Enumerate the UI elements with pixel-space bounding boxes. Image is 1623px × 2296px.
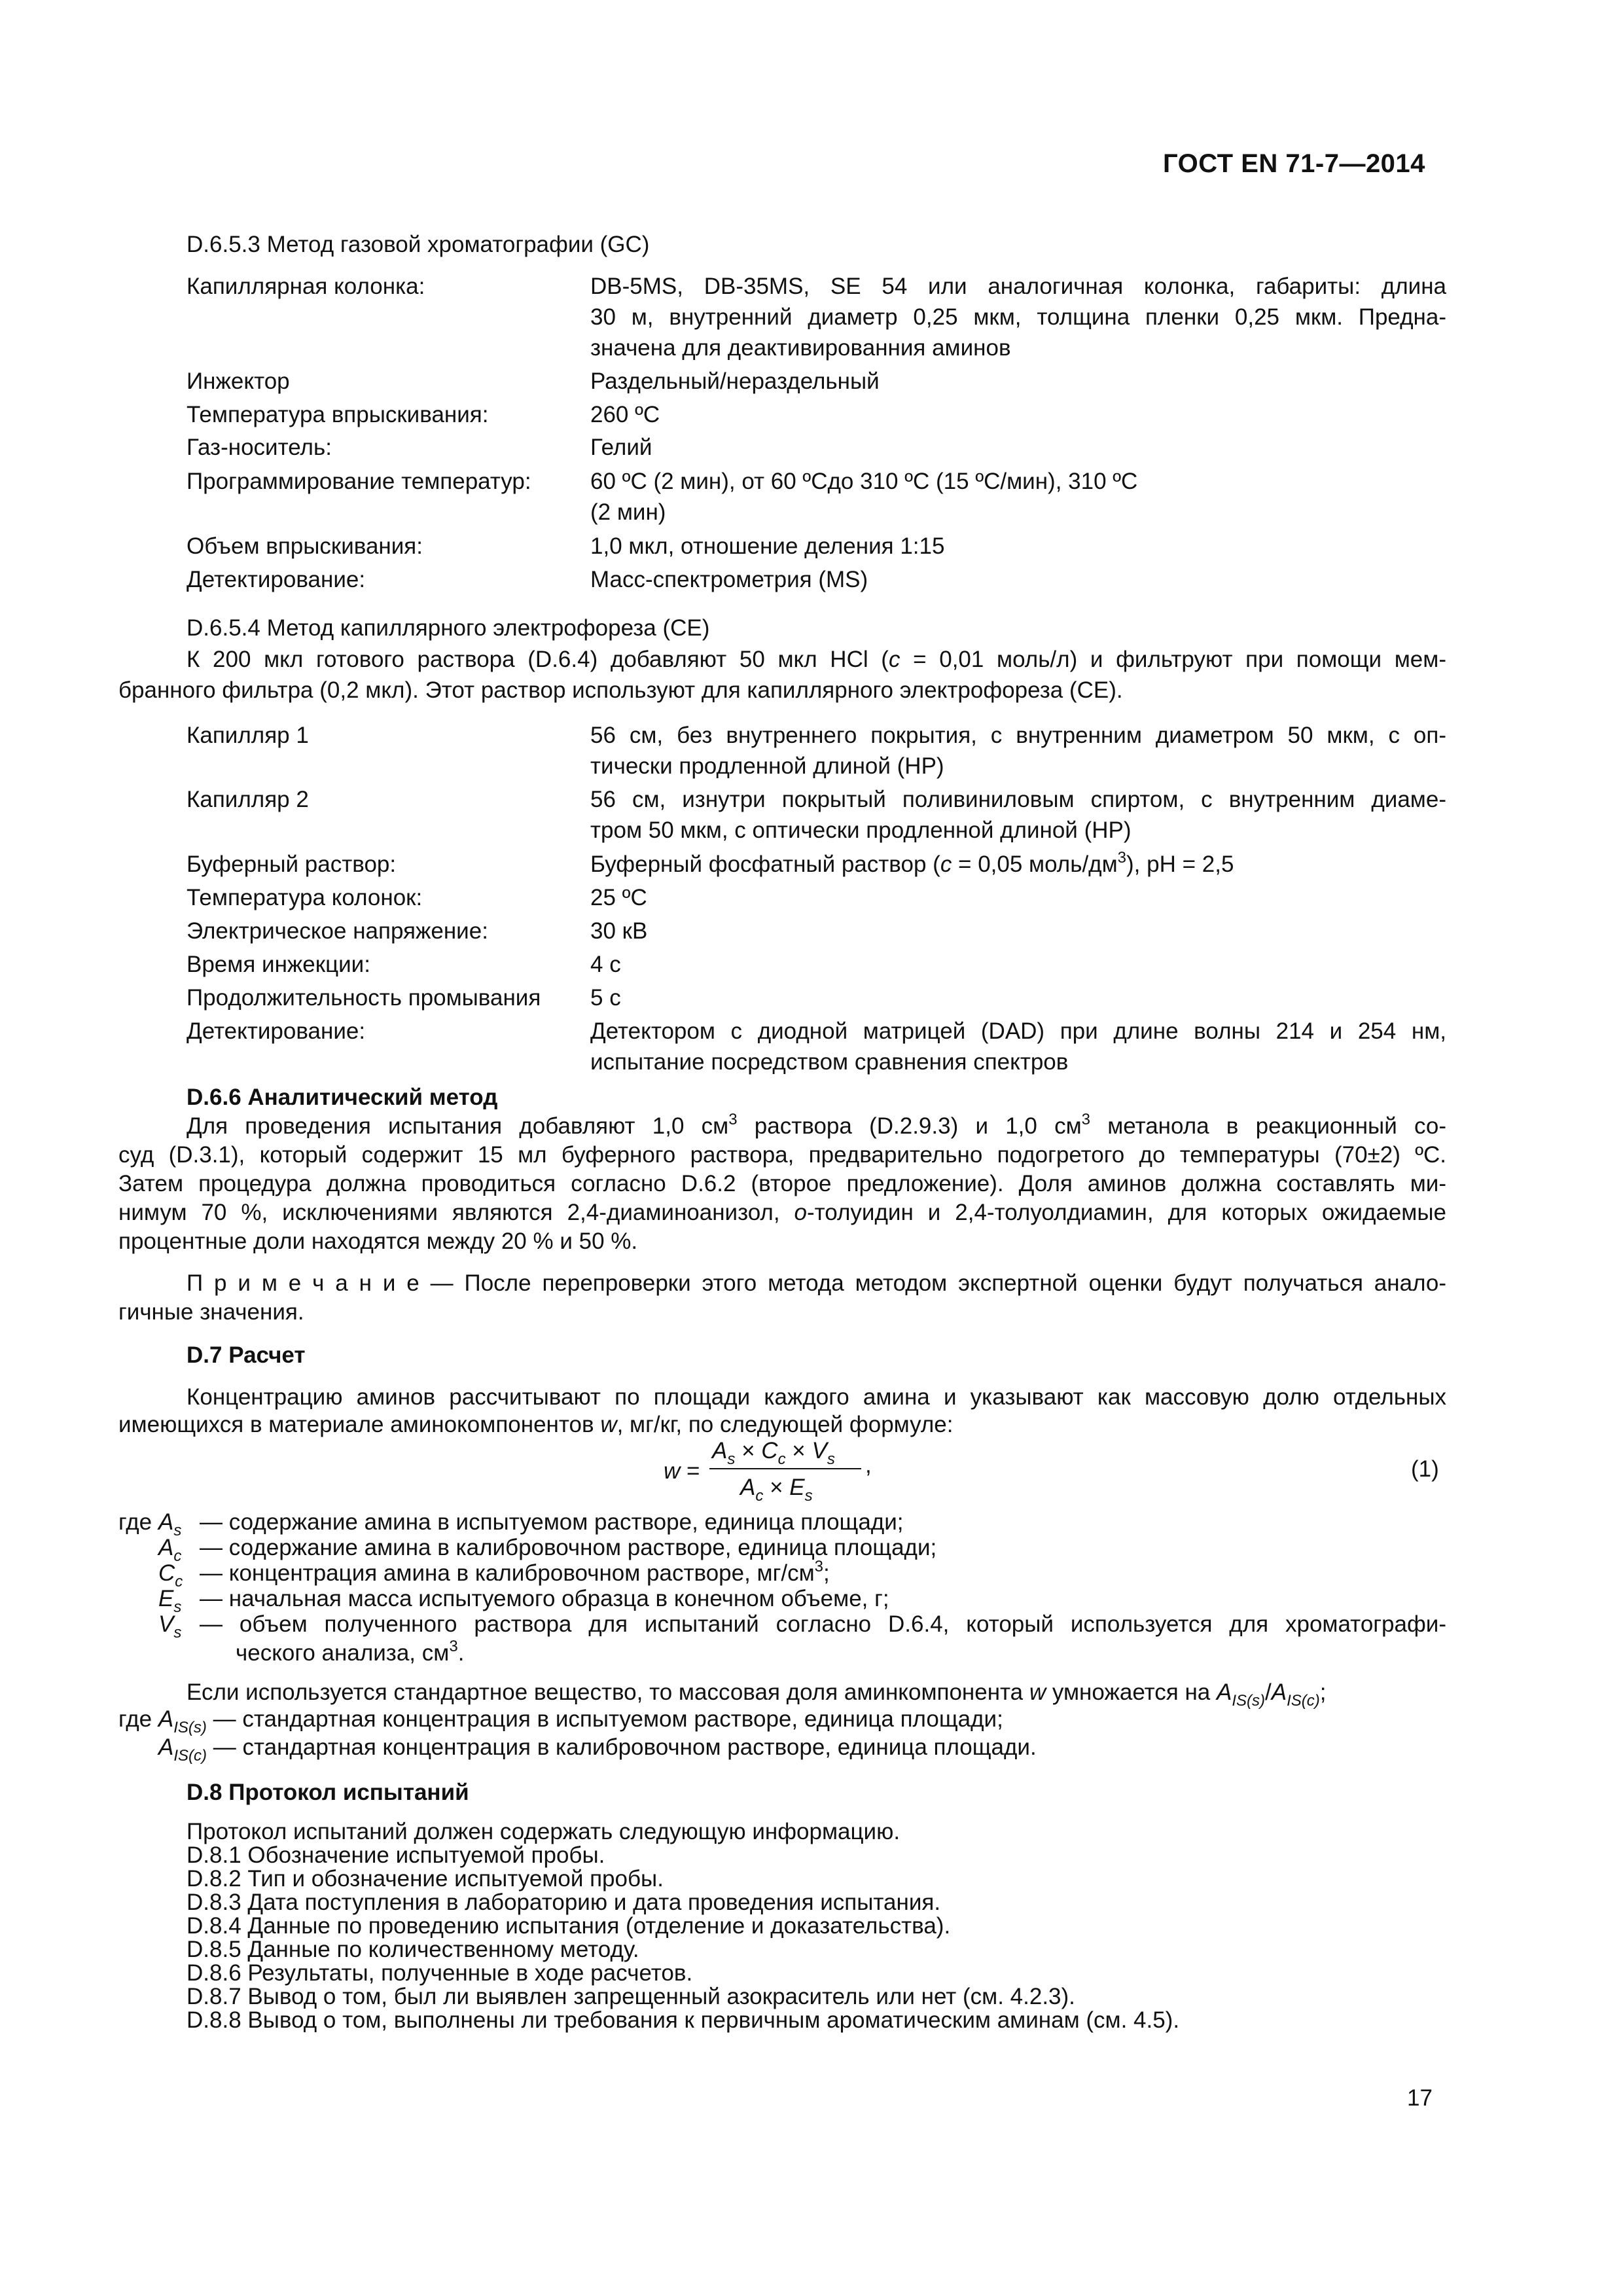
ce-value: тически продленной длиной (HP) — [590, 753, 944, 779]
analytic-note: гичные значения. — [118, 1299, 304, 1325]
def-text: — содержание амина в испытуемом растворе, единица площади; — [200, 1509, 904, 1535]
ce-label: Электрическое напряжение: — [187, 918, 488, 944]
ce-value: 4 с — [590, 952, 621, 977]
ce-value: испытание посредством сравнения спектров — [590, 1049, 1069, 1075]
calc-paragraph: Концентрацию аминов рассчитывают по площади каждого амина и указывают как массовую долю отдельных — [187, 1384, 1446, 1410]
ce-value: 25 ºС — [590, 885, 647, 910]
protocol-item: D.8.6 Результаты, полученные в ходе расчетов. — [187, 1960, 693, 1986]
analytic-paragraph: нимум 70 %, исключениями являются 2,4-диаминоанизол, o-толуидин и 2,4-толуолдиамин, для которых ожидаемые — [118, 1200, 1446, 1225]
gc-value: 1,0 мкл, отношение деления 1:15 — [590, 533, 945, 559]
ce-label: Продолжительность промывания — [187, 985, 541, 1011]
standard-def: где $A_{IS(s)}$ — стандартная концентрация в испытуемом растворе, единица площади; — [118, 1706, 1003, 1736]
section-title-gc: D.6.5.3 Метод газовой хроматографии (GC) — [187, 232, 650, 257]
gc-value: 60 ºС (2 мин), от 60 ºСдо 310 ºС (15 ºС/мин), 310 ºС — [590, 469, 1138, 494]
def-symbol: $A_c$ — [158, 1535, 182, 1565]
protocol-item: D.8.3 Дата поступления в лабораторию и дата проведения испытания. — [187, 1890, 941, 1915]
def-text: — начальная масса испытуемого образца в конечном объеме, г; — [200, 1586, 889, 1611]
def-symbol: $E_s$ — [158, 1586, 182, 1616]
analytic-paragraph: суд (D.3.1), который содержит 15 мл буферного раствора, предварительно подогретого до температуры (70±2) ºС. — [118, 1142, 1446, 1168]
protocol-item: D.8.1 Обозначение испытуемой пробы. — [187, 1842, 605, 1868]
formula-lhs: w = — [664, 1458, 700, 1484]
gc-label: Программирование температур: — [187, 469, 531, 494]
ce-value: 56 см, изнутри покрытый поливиниловым спиртом, с внутренним диаме- — [590, 787, 1446, 812]
def-symbol: $A_s$ — [158, 1509, 182, 1539]
ce-label: Температура колонок: — [187, 885, 423, 910]
analytic-note: П р и м е ч а н и е — После перепроверки этого метода методом экспертной оценки будут получаться анало- — [187, 1270, 1447, 1296]
standard-def: $A_{IS(c)}$ — стандартная концентрация в калибровочном растворе, единица площади. — [158, 1734, 1037, 1765]
protocol-item: D.8.2 Тип и обозначение испытуемой пробы. — [187, 1866, 664, 1892]
gc-label: Газ-носитель: — [187, 435, 332, 460]
protocol-intro: Протокол испытаний должен содержать следующую информацию. — [187, 1819, 901, 1844]
formula-number: (1) — [1411, 1456, 1439, 1482]
gc-label: Инжектор — [187, 368, 290, 394]
section-title-analytic: D.6.6 Аналитический метод — [187, 1085, 498, 1110]
gc-label: Детектирование: — [187, 567, 366, 592]
standard-paragraph: Если используется стандартное вещество, то массовая доля аминкомпонента w умножается на $A_{IS(s)}/A_{IS(c)}$; — [187, 1679, 1327, 1710]
gc-value: Масс-спектрометрия (MS) — [590, 567, 868, 592]
gc-value: Раздельный/нераздельный — [590, 368, 880, 394]
section-title-calc: D.7 Расчет — [187, 1342, 306, 1368]
protocol-item: D.8.8 Вывод о том, выполнены ли требования к первичным ароматическим аминам (см. 4.5). — [187, 2007, 1180, 2033]
ce-label: Буферный раствор: — [187, 852, 397, 877]
gc-value: (2 мин) — [590, 499, 666, 525]
def-symbol: $V_s$ — [158, 1611, 182, 1641]
ce-label: Капилляр 1 — [187, 723, 309, 748]
ce-value: Детектором с диодной матрицей (DAD) при длине волны 214 и 254 нм, — [590, 1018, 1446, 1044]
protocol-item: D.8.5 Данные по количественному методу. — [187, 1937, 639, 1962]
calc-paragraph: имеющихся в материале аминокомпонентов w, мг/кг, по следующей формуле: — [118, 1412, 954, 1437]
ce-label: Капилляр 2 — [187, 787, 309, 812]
ce-intro: бранного фильтра (0,2 мкл). Этот раствор используют для капиллярного электрофореза (CE). — [118, 677, 1123, 703]
formula-denominator: $A_c \times E_s$ — [740, 1475, 813, 1505]
section-title-ce: D.6.5.4 Метод капиллярного электрофореза (CE) — [187, 615, 710, 641]
document-header: ГОСТ EN 71-7—2014 — [1163, 149, 1425, 178]
ce-value: Буферный фосфатный раствор (c = 0,05 моль/$дм^3$), pH = 2,5 — [590, 849, 1234, 877]
ce-value: тром 50 мкм, с оптически продленной длиной (HP) — [590, 817, 1132, 843]
gc-label: Капиллярная колонка: — [187, 274, 425, 299]
ce-value: 5 с — [590, 985, 621, 1011]
gc-value: DB-5MS, DB-35MS, SE 54 или аналогичная колонка, габариты: длина — [590, 274, 1446, 299]
formula-numerator: $A_s \times C_c \times V_s$ — [712, 1438, 835, 1468]
gc-value: значена для деактивированния аминов — [590, 335, 1011, 361]
def-text: — содержание амина в калибровочном растворе, единица площади; — [200, 1535, 937, 1560]
analytic-paragraph: Для проведения испытания добавляют 1,0 $см^3$ раствора (D.2.9.3) и 1,0 $см^3$ метанола в реакционный со- — [187, 1111, 1446, 1139]
gc-value: Гелий — [590, 435, 652, 460]
formula-comma: , — [865, 1452, 872, 1478]
def-text: — концентрация амина в калибровочном растворе, $мг/см^3$; — [200, 1558, 830, 1586]
ce-value: 30 кВ — [590, 918, 648, 944]
page-number: 17 — [1407, 2085, 1433, 2111]
protocol-item: D.8.4 Данные по проведению испытания (отделение и доказательства). — [187, 1913, 951, 1939]
analytic-paragraph: Затем процедура должна проводиться согласно D.6.2 (второе предложение). Доля аминов должна составлять ми- — [118, 1171, 1446, 1196]
gc-value: 260 ºС — [590, 402, 660, 427]
protocol-item: D.8.7 Вывод о том, был ли выявлен запрещенный азокраситель или нет (см. 4.2.3). — [187, 1984, 1075, 2009]
gc-label: Объем впрыскивания: — [187, 533, 423, 559]
ce-label: Детектирование: — [187, 1018, 366, 1044]
analytic-paragraph: процентные доли находятся между 20 % и 50 %. — [118, 1229, 638, 1254]
ce-intro: К 200 мкл готового раствора (D.6.4) добавляют 50 мкл HCl (c = 0,01 моль/л) и фильтруют при помощи мем- — [187, 647, 1446, 672]
def-text: — объем полученного раствора для испытаний согласно D.6.4, который используется для хроматографи- — [200, 1611, 1446, 1637]
section-title-protocol: D.8 Протокол испытаний — [187, 1780, 469, 1805]
fraction-bar — [709, 1468, 861, 1469]
ce-label: Время инжекции: — [187, 952, 370, 977]
def-text: ческого анализа, $см^3$. — [236, 1638, 465, 1666]
ce-value: 56 см, без внутреннего покрытия, с внутренним диаметром 50 мкм, с оп- — [590, 723, 1446, 748]
def-symbol: $C_c$ — [158, 1560, 183, 1590]
gc-label: Температура впрыскивания: — [187, 402, 489, 427]
gc-value: 30 м, внутренний диаметр 0,25 мкм, толщина пленки 0,25 мкм. Предна- — [590, 304, 1446, 330]
where-label: где — [118, 1509, 152, 1535]
